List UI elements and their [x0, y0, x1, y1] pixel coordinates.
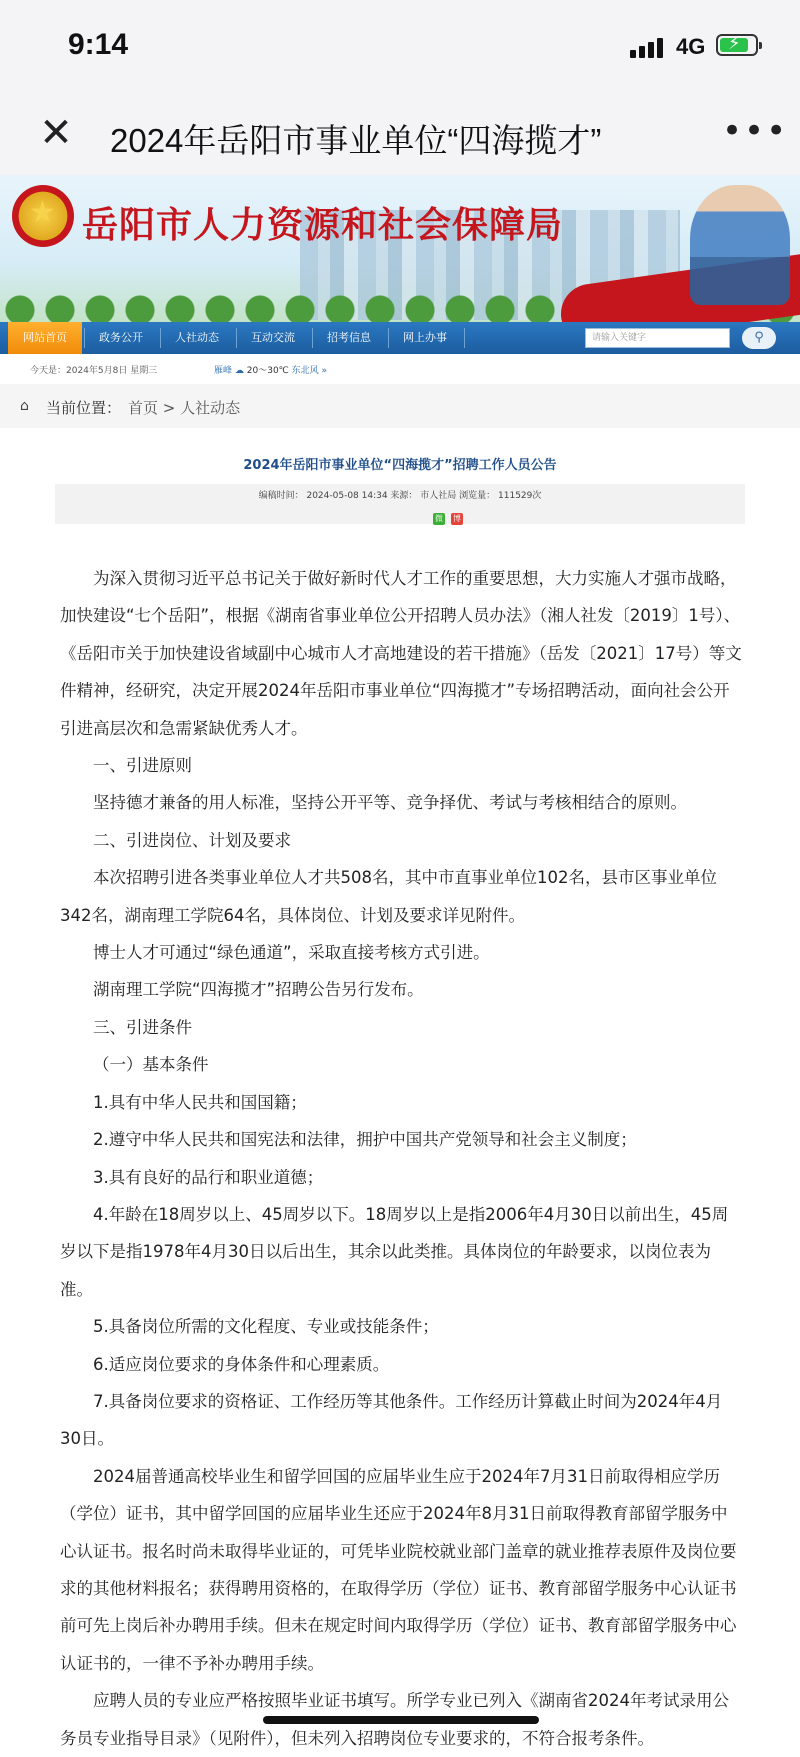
section-heading: 三、引进条件: [93, 1017, 192, 1037]
search-input[interactable]: 请输入关键字: [585, 328, 730, 348]
article-body: [60, 560, 742, 1757]
wechat-share-icon[interactable]: 微: [435, 514, 443, 523]
menu-item-online-service[interactable]: 网上办事: [403, 331, 447, 344]
paragraph: 为深入贯彻习近平总书记关于做好新时代人才工作的重要思想，大力实施人才强市战略，加快建设“七个岳阳”，根据《湖南省事业单位公开招聘人员办法》（湘人社发〔2019〕1号）、《岳阳市关于加快建设省域副中心城市人才高地建设的若干措施》（岳发〔2021〕17号）等文件精神，经研究，决定开展2024年岳阳市事业单位“四海揽才”专场招聘活动，面向社会公开引进高层次和急需紧缺优秀人才。: [60, 569, 742, 738]
site-title: 岳阳市人力资源和社会保障局: [82, 204, 564, 246]
list-item: 4.年龄在18周岁以上、45周岁以下。18周岁以上是指2006年4月30日以前出生，45周岁以下是指1978年4月30日以后出生，其余以此类推。具体岗位的年龄要求，以岗位表为准。: [60, 1204, 729, 1299]
search-icon[interactable]: ⚲: [742, 327, 776, 349]
article-title: 2024年岳阳市事业单位“四海揽才”招聘工作人员公告: [243, 458, 557, 473]
list-item: 2.遵守中华人民共和国宪法和法律，拥护中国共产党领导和社会主义制度；: [93, 1130, 637, 1150]
paragraph: 本次招聘引进各类事业单位人才共508名，其中市直事业单位102名，县市区事业单位342名，湖南理工学院64名，具体岗位、计划及要求详见附件。: [60, 868, 717, 925]
breadcrumb-path[interactable]: 首页 > 人社动态: [128, 399, 241, 417]
breadcrumb-label: 当前位置：: [46, 399, 122, 417]
nav-bar: [0, 95, 800, 175]
article-meta: [55, 484, 745, 524]
cloud-icon: ☁: [234, 366, 244, 376]
national-emblem-icon: [12, 185, 74, 247]
menu-item-interaction[interactable]: 互动交流: [251, 331, 295, 344]
share-icons: [433, 506, 469, 525]
list-item: 6.适应岗位要求的身体条件和心理素质。: [93, 1354, 390, 1374]
paragraph: 博士人才可通过“绿色通道”，采取直接考核方式引进。: [93, 943, 490, 963]
home-indicator[interactable]: [263, 1716, 539, 1724]
menu-item-gov-affairs[interactable]: 政务公开: [99, 331, 143, 344]
status-bar: [0, 0, 800, 95]
list-item: 3.具有良好的品行和职业道德；: [93, 1167, 324, 1187]
info-bar: [0, 354, 800, 385]
paragraph: 2024届普通高校毕业生和留学回国的应届毕业生应于2024年7月31日前取得相应学历（学位）证书，其中留学回国的应届毕业生还应于2024年8月31日前取得教育部留学服务中心认证书。报名时尚未取得毕业证的，可凭毕业院校就业部门盖章的就业推荐表原件及岗位要求的其他材料报名；获得聘用资格的，在取得学历（学位）证书、教育部留学服务中心认证书前可先上岗后补办聘用手续。但未在规定时间内取得学历（学位）证书、教育部留学服务中心认证书的，一律不予补办聘用手续。: [60, 1466, 737, 1673]
network-label: 4G: [676, 34, 706, 59]
weather-city: 雁峰: [214, 366, 233, 376]
current-date: 今天是：2024年5月8日 星期三: [30, 366, 158, 376]
page-title: 2024年岳阳市事业单位“四海揽才”: [110, 122, 602, 159]
section-heading: 一、引进原则: [93, 756, 192, 776]
weather-wind: 东北风 »: [291, 366, 328, 376]
list-item: 1.具有中华人民共和国国籍；: [93, 1092, 307, 1112]
battery-icon: ⚡: [716, 34, 758, 56]
people-illustration: [690, 185, 790, 305]
weibo-share-icon[interactable]: 博: [453, 514, 461, 523]
home-icon: ⌂: [20, 398, 29, 414]
section-heading: 二、引进岗位、计划及要求: [93, 830, 291, 850]
site-banner: [0, 175, 800, 322]
subsection-heading: （一）基本条件: [93, 1055, 209, 1075]
paragraph: 应聘人员的专业应严格按照毕业证书填写。所学专业已列入《湖南省2024年考试录用公务员专业指导目录》（见附件），但未列入招聘岗位专业要求的，不符合报考条件。: [60, 1691, 729, 1748]
weather-temp: 20～30℃: [246, 366, 289, 376]
weather: [214, 363, 327, 376]
menu-item-recruitment[interactable]: 招考信息: [327, 331, 371, 344]
status-time: 9:14: [68, 28, 129, 61]
menu-item-news[interactable]: 人社动态: [175, 331, 219, 344]
signal-icon: [630, 36, 670, 58]
breadcrumb: [0, 384, 800, 428]
menu-item-home[interactable]: 网站首页: [8, 322, 82, 354]
article-meta-text: 编稿时间： 2024-05-08 14:34 来源： 市人社局 浏览量： 111529次: [258, 491, 542, 501]
close-icon[interactable]: ✕: [39, 110, 73, 156]
list-item: 5.具备岗位所需的文化程度、专业或技能条件；: [93, 1317, 439, 1337]
list-item: 7.具备岗位要求的资格证、工作经历等其他条件。工作经历计算截止时间为2024年4月30日。: [60, 1391, 723, 1449]
paragraph: 坚持德才兼备的用人标准，坚持公开平等、竞争择优、考试与考核相结合的原则。: [93, 793, 687, 813]
paragraph: 湖南理工学院“四海揽才”招聘公告另行发布。: [93, 980, 424, 1000]
more-icon[interactable]: •••: [722, 111, 789, 151]
